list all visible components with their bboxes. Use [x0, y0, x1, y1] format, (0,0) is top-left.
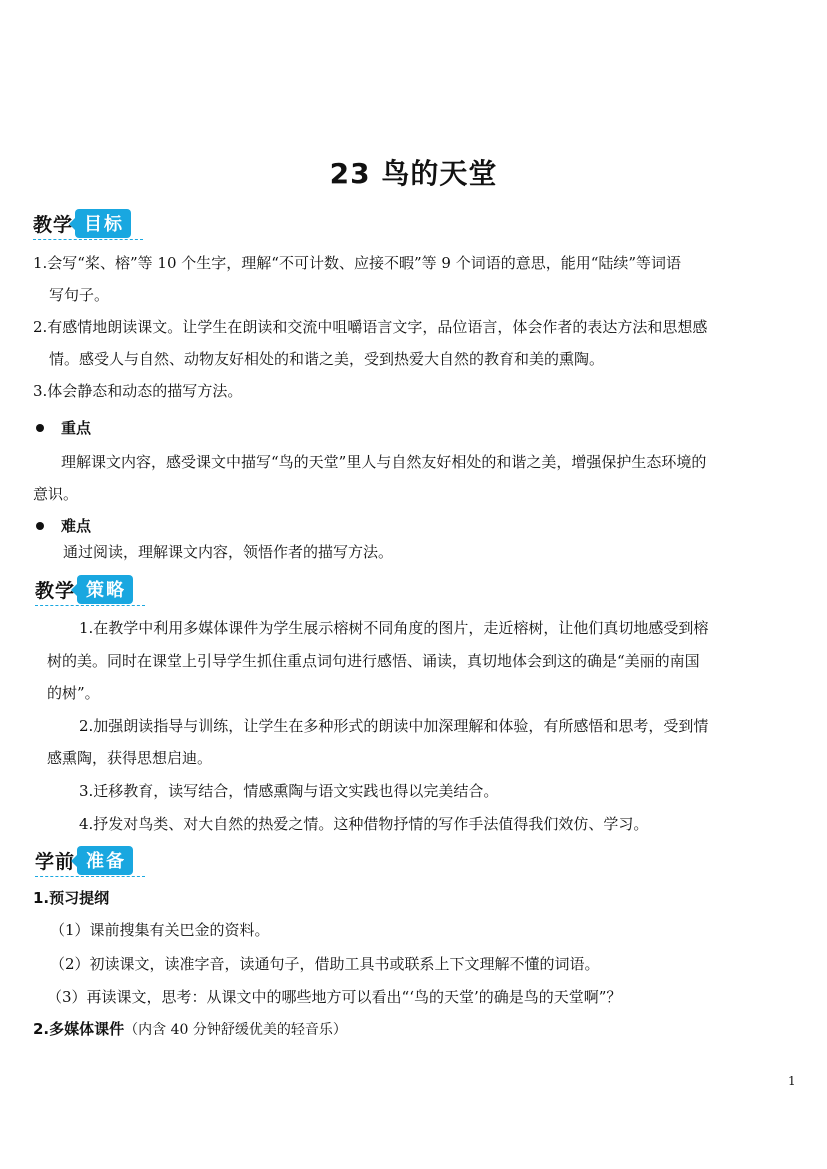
- goal-1-line-2: 写句子。: [49, 286, 110, 304]
- prep-heading-2-note: （内含 40 分钟舒缓优美的轻音乐）: [124, 1022, 347, 1038]
- page-title: 23 鸟的天堂: [329, 157, 498, 190]
- section-divider: [35, 605, 145, 606]
- prep-heading-2-label: 2.多媒体课件: [33, 1020, 125, 1038]
- strategy-2-line-1: 2.加强朗读指导与训练，让学生在多种形式的朗读中加深理解和体验，有所感悟和思考，受到情: [79, 717, 709, 735]
- strategy-1-line-2: 树的美。同时在课堂上引导学生抓住重点词句进行感悟、诵读，真切地体会到这的确是“美丽的南国: [47, 652, 700, 670]
- goal-2-line-1: 2.有感情地朗读课文。让学生在朗读和交流中咀嚼语言文字，品位语言，体会作者的表达方法和思想感: [33, 318, 708, 336]
- section-header-strategy: [35, 574, 133, 604]
- strategy-2-line-2: 感熏陶，获得思想启迪。: [47, 749, 213, 767]
- section-divider: [35, 876, 145, 877]
- page-number: 1: [788, 1074, 796, 1088]
- difficulty-label: 难点: [61, 517, 92, 535]
- goal-1-line-1: 1.会写“桨、榕”等 10 个生字，理解“不可计数、应接不暇”等 9 个词语的意思，能用“陆续”等词语: [33, 254, 682, 272]
- keypoint-line-2: 意识。: [33, 485, 79, 503]
- strategy-4: 4.抒发对鸟类、对大自然的热爱之情。这种借物抒情的写作手法值得我们效仿、学习。: [79, 815, 649, 833]
- keypoint-line-1: 理解课文内容，感受课文中描写“鸟的天堂”里人与自然友好相处的和谐之美，增强保护生态环境的: [61, 453, 707, 471]
- difficulty-line-1: 通过阅读，理解课文内容，领悟作者的描写方法。: [63, 543, 394, 561]
- section-header-goals: [33, 208, 131, 238]
- strategy-1-line-3: 的树”。: [47, 684, 100, 702]
- prep-item-3: （3）再读课文，思考：从课文中的哪些地方可以看出“‘鸟的天堂’的确是鸟的天堂啊”？: [47, 988, 622, 1006]
- prep-heading-2: [33, 1019, 347, 1040]
- section-header-prep: [35, 845, 133, 875]
- section-header-prep-badge: 准备: [77, 846, 133, 875]
- prep-heading-1: 1.预习提纲: [33, 889, 110, 907]
- bullet-icon: [36, 522, 44, 530]
- goal-3: 3.体会静态和动态的描写方法。: [33, 382, 243, 400]
- strategy-1-line-1: 1.在教学中利用多媒体课件为学生展示榕树不同角度的图片，走近榕树，让他们真切地感受到榕: [79, 619, 709, 637]
- section-header-strategy-label: 教学: [35, 579, 76, 602]
- goal-2-line-2: 情。感受人与自然、动物友好相处的和谐之美，受到热爱大自然的教育和美的熏陶。: [49, 350, 605, 368]
- prep-item-1: （1）课前搜集有关巴金的资料。: [50, 921, 270, 939]
- strategy-3: 3.迁移教育，读写结合，情感熏陶与语文实践也得以完美结合。: [79, 782, 499, 800]
- section-header-goals-label: 教学: [33, 213, 74, 236]
- bullet-icon: [36, 424, 44, 432]
- section-divider: [33, 239, 143, 240]
- section-header-goals-badge: 目标: [75, 209, 131, 238]
- prep-item-2: （2）初读课文，读准字音，读通句子，借助工具书或联系上下文理解不懂的词语。: [50, 955, 600, 973]
- section-header-strategy-badge: 策略: [77, 575, 133, 604]
- section-header-prep-label: 学前: [35, 850, 76, 873]
- keypoint-label: 重点: [61, 419, 92, 437]
